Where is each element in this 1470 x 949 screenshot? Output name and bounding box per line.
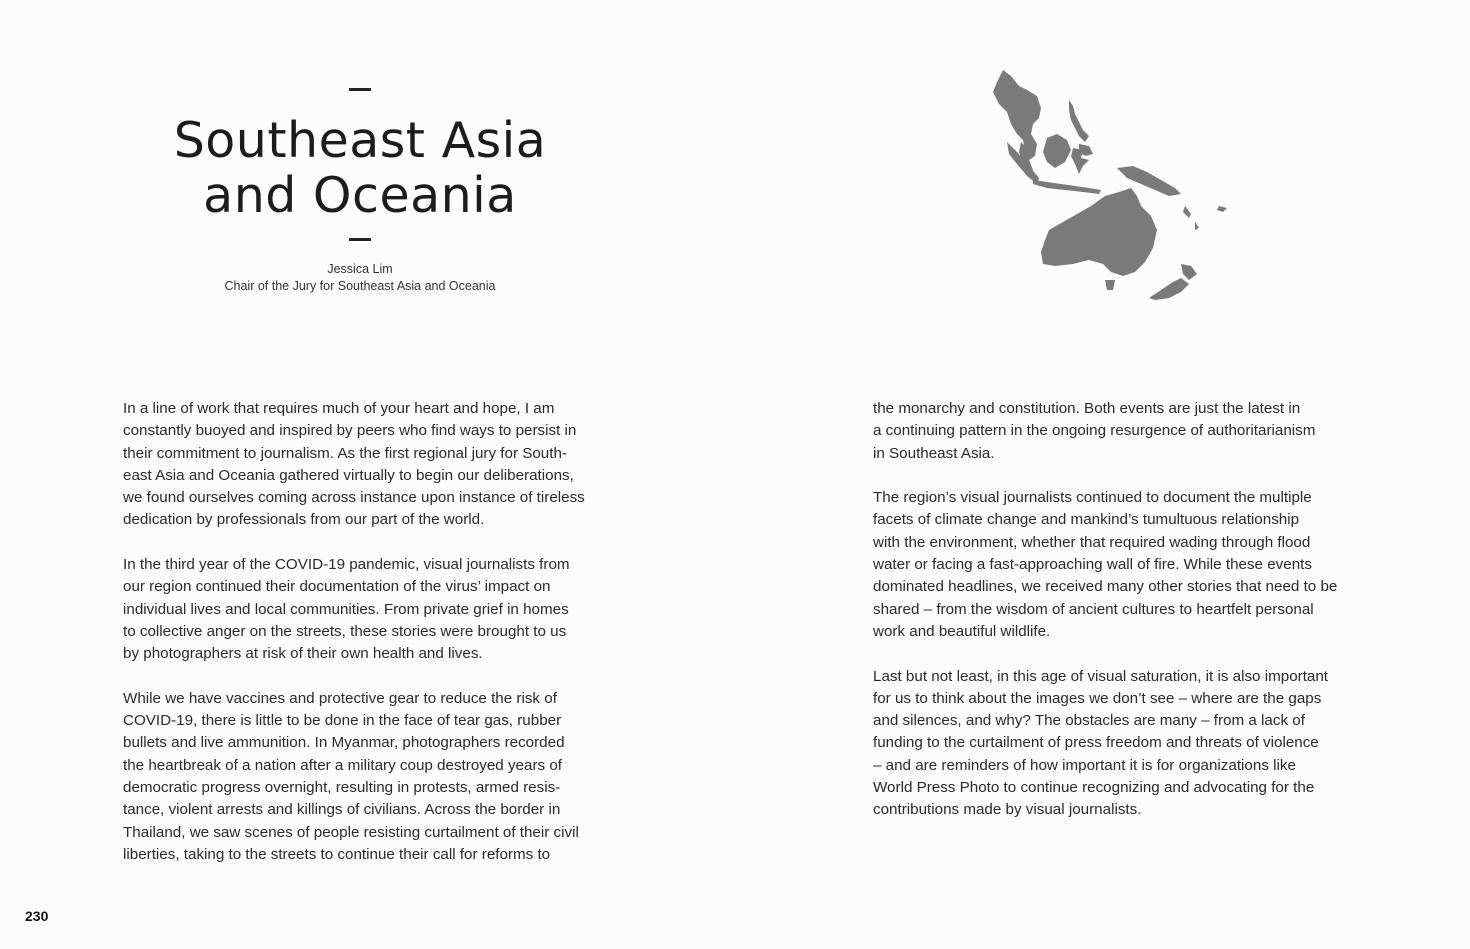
page-title-line1: Southeast Asia (173, 112, 547, 169)
region-map-southeast-asia-oceania-icon (985, 64, 1235, 314)
body-paragraph: While we have vaccines and protective gear to reduce the risk of COVID-19, there is little to be done in the face of tear gas, rubber bullets and live ammunition. In Myanmar, photographers recorded the heartbreak of a nation after a military coup destroyed years of democratic progress overnight, resulting in protests, armed resis- tance, violent arrests and killings of civilians. Across the border in Thailand, we saw scenes of people resisting curtailment of their civil liberties, taking to the streets to continue their call for reforms to (123, 689, 579, 863)
title-block (120, 72, 600, 295)
body-paragraph: In the third year of the COVID-19 pandemic, visual journalists from our region continued their documentation of the virus’ impact on individual lives and local communities. From private grief in homes to collective anger on the streets, these stories were brought to us by photographers at risk of their own health and lives. (123, 556, 570, 663)
title-bottom-dash (349, 238, 371, 241)
body-column-left (123, 398, 613, 889)
body-paragraph: Last but not least, in this age of visual saturation, it is also important for us to think about the images we don’t see – where are the gaps and silences, and why? The obstacles are many – from a lack of funding to the curtailment of press freedom and threats of violence – and are reminders of how important it is for organizations like World Press Photo to continue recognizing and advocating for the contributions made by visual journalists. (873, 667, 1329, 819)
body-column-right (873, 398, 1363, 844)
body-paragraph: the monarchy and constitution. Both events are just the latest in a continuing pattern in the ongoing resurgence of authoritarianism in Southeast Asia. (873, 400, 1316, 462)
body-paragraph: In a line of work that requires much of your heart and hope, I am constantly buoyed and inspired by peers who find ways to persist in their commitment to journalism. As the first regional jury for South- east Asia and Oceania gathered virtually to begin our deliberations, we found ourselves coming across instance upon instance of tireless dedication by professionals from our part of the world. (123, 400, 585, 529)
page-number: 230 (25, 908, 49, 924)
page-title (120, 113, 600, 223)
jury-chair-name: Jessica Lim (327, 262, 393, 276)
page-title-line2: and Oceania (203, 167, 517, 224)
jury-chair-role: Chair of the Jury for Southeast Asia and Oceania (224, 279, 496, 293)
body-paragraph: The region’s visual journalists continued to document the multiple facets of climate change and mankind’s tumultuous relationship with the environment, whether that required wading through flood water or facing a fast-approaching wall of fire. While these events dominated headlines, we received many other stories that need to be shared – from the wisdom of ancient cultures to heartfelt personal work and beautiful wildlife. (873, 489, 1338, 640)
title-top-dash (349, 88, 371, 91)
